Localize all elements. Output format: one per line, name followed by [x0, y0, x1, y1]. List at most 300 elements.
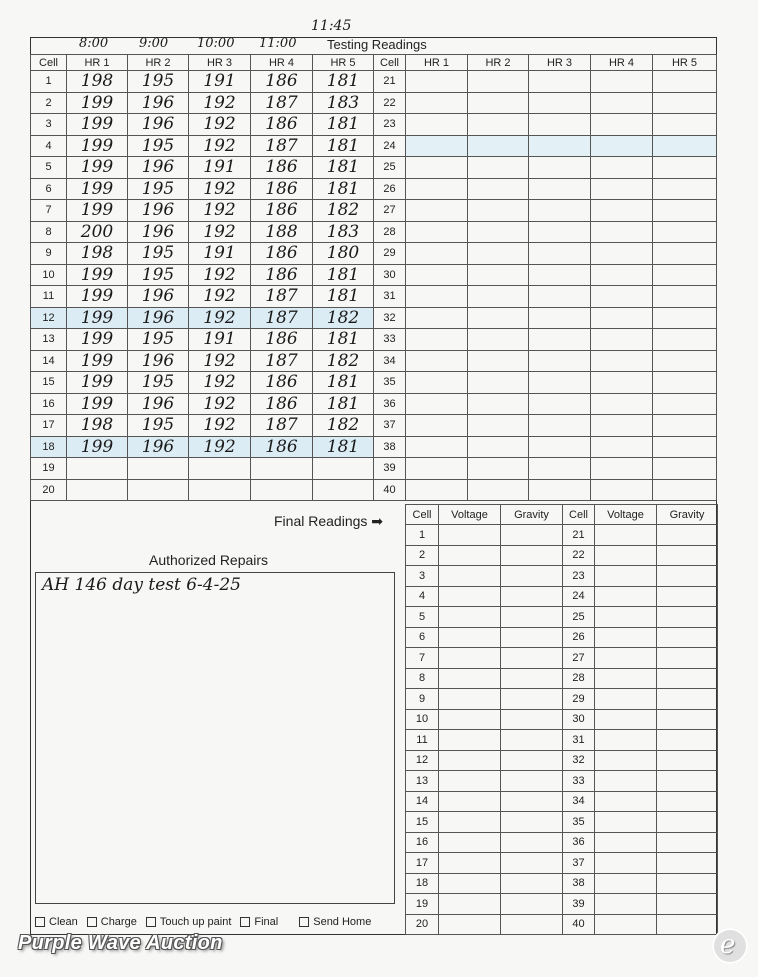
reading-value: 180: [313, 243, 374, 265]
gravity-field[interactable]: [657, 750, 718, 771]
cell-number: 35: [374, 372, 406, 394]
voltage-field[interactable]: [595, 791, 657, 812]
voltage-field[interactable]: [439, 914, 501, 935]
gravity-field[interactable]: [501, 525, 563, 546]
empty-reading: [529, 71, 591, 93]
empty-reading: [406, 458, 468, 480]
empty-reading: [529, 415, 591, 437]
voltage-field[interactable]: [439, 607, 501, 628]
table-row: [406, 545, 718, 566]
reading-value: [67, 479, 128, 501]
cell-number: 10: [31, 264, 67, 286]
empty-reading: [591, 372, 653, 394]
gravity-field[interactable]: [657, 812, 718, 833]
cell-number: 13: [31, 329, 67, 351]
cell-number: 3: [31, 114, 67, 136]
voltage-field[interactable]: [439, 791, 501, 812]
cell-number: 26: [563, 627, 595, 648]
cell-number: 34: [374, 350, 406, 372]
cell-number: 39: [563, 894, 595, 915]
empty-reading: [653, 436, 717, 458]
handwritten-time-top: 11:45: [311, 18, 352, 34]
reading-value: [128, 479, 189, 501]
gravity-field[interactable]: [657, 586, 718, 607]
voltage-field[interactable]: [595, 668, 657, 689]
voltage-field[interactable]: [439, 627, 501, 648]
cell-number: 19: [31, 458, 67, 480]
empty-reading: [406, 286, 468, 308]
reading-value: 196: [128, 200, 189, 222]
voltage-field[interactable]: [595, 525, 657, 546]
reading-value: 191: [189, 157, 251, 179]
empty-reading: [653, 135, 717, 157]
voltage-field[interactable]: [439, 566, 501, 587]
table-row: [406, 566, 718, 587]
empty-reading: [653, 307, 717, 329]
e-logo-icon: e: [712, 928, 748, 964]
table-row: [406, 709, 718, 730]
reading-value: 192: [189, 393, 251, 415]
voltage-field[interactable]: [595, 730, 657, 751]
checkbox-icon[interactable]: [146, 917, 156, 927]
gravity-field[interactable]: [657, 689, 718, 710]
gravity-field[interactable]: [501, 873, 563, 894]
reading-value: 181: [313, 178, 374, 200]
empty-reading: [591, 221, 653, 243]
checkbox-label: Send Home: [313, 916, 372, 928]
empty-reading: [406, 393, 468, 415]
cell-number: 37: [374, 415, 406, 437]
cell-number: 33: [374, 329, 406, 351]
gravity-field[interactable]: [657, 914, 718, 935]
voltage-field[interactable]: [595, 566, 657, 587]
empty-reading: [653, 479, 717, 501]
reading-value: 196: [128, 350, 189, 372]
empty-reading: [468, 92, 529, 114]
empty-reading: [406, 92, 468, 114]
cell-number: 25: [374, 157, 406, 179]
testing-col-header: HR 4: [251, 55, 313, 71]
reading-value: 182: [313, 200, 374, 222]
cell-number: 5: [31, 157, 67, 179]
voltage-field[interactable]: [595, 689, 657, 710]
reading-value: 199: [67, 114, 128, 136]
voltage-field[interactable]: [439, 689, 501, 710]
testing-header-row: [31, 55, 717, 71]
reading-value: 186: [251, 243, 313, 265]
reading-value: 199: [67, 264, 128, 286]
cell-number: 24: [374, 135, 406, 157]
reading-value: 196: [128, 114, 189, 136]
voltage-field[interactable]: [595, 771, 657, 792]
voltage-field[interactable]: [439, 586, 501, 607]
voltage-field[interactable]: [595, 914, 657, 935]
table-row: [406, 586, 718, 607]
gravity-field[interactable]: [657, 627, 718, 648]
empty-reading: [406, 372, 468, 394]
gravity-field[interactable]: [501, 648, 563, 669]
table-row: [406, 894, 718, 915]
empty-reading: [591, 71, 653, 93]
cell-number: 36: [563, 832, 595, 853]
empty-reading: [529, 221, 591, 243]
checkbox-final[interactable]: [240, 916, 278, 928]
empty-reading: [468, 307, 529, 329]
empty-reading: [653, 92, 717, 114]
voltage-field[interactable]: [595, 627, 657, 648]
empty-reading: [468, 393, 529, 415]
reading-value: 192: [189, 307, 251, 329]
gravity-field[interactable]: [501, 894, 563, 915]
reading-value: 199: [67, 350, 128, 372]
empty-reading: [529, 458, 591, 480]
reading-value: [251, 479, 313, 501]
gravity-field[interactable]: [657, 894, 718, 915]
status-checkboxes: [35, 916, 371, 928]
cell-number: 8: [406, 668, 439, 689]
reading-value: 181: [313, 135, 374, 157]
reading-value: 181: [313, 372, 374, 394]
empty-reading: [468, 221, 529, 243]
table-row: [406, 627, 718, 648]
reading-value: 195: [128, 71, 189, 93]
reading-value: 187: [251, 286, 313, 308]
reading-value: 195: [128, 329, 189, 351]
empty-reading: [468, 114, 529, 136]
table-row: [406, 668, 718, 689]
voltage-field[interactable]: [439, 750, 501, 771]
reading-value: 199: [67, 329, 128, 351]
empty-reading: [406, 264, 468, 286]
reading-value: 192: [189, 200, 251, 222]
voltage-field[interactable]: [439, 545, 501, 566]
gravity-field[interactable]: [501, 545, 563, 566]
reading-value: 186: [251, 114, 313, 136]
reading-value: 196: [128, 393, 189, 415]
cell-number: 32: [374, 307, 406, 329]
testing-col-header: Cell: [374, 55, 406, 71]
empty-reading: [406, 415, 468, 437]
gravity-field[interactable]: [501, 689, 563, 710]
voltage-field[interactable]: [439, 873, 501, 894]
table-row: [31, 479, 717, 501]
gravity-field[interactable]: [657, 566, 718, 587]
empty-reading: [653, 178, 717, 200]
empty-reading: [591, 436, 653, 458]
voltage-field[interactable]: [595, 832, 657, 853]
final-col-header: Cell: [563, 505, 595, 525]
testing-col-header: HR 1: [67, 55, 128, 71]
cell-number: 15: [31, 372, 67, 394]
empty-reading: [468, 178, 529, 200]
voltage-field[interactable]: [595, 607, 657, 628]
empty-reading: [591, 243, 653, 265]
table-row: [31, 415, 717, 437]
voltage-field[interactable]: [595, 873, 657, 894]
reading-value: 181: [313, 436, 374, 458]
reading-value: 186: [251, 264, 313, 286]
reading-value: [67, 458, 128, 480]
empty-reading: [406, 479, 468, 501]
reading-value: 186: [251, 436, 313, 458]
gravity-field[interactable]: [501, 730, 563, 751]
empty-reading: [591, 178, 653, 200]
reading-value: 192: [189, 92, 251, 114]
voltage-field[interactable]: [439, 709, 501, 730]
table-row: [31, 436, 717, 458]
testing-col-header: HR 2: [468, 55, 529, 71]
gravity-field[interactable]: [657, 832, 718, 853]
reading-value: 196: [128, 221, 189, 243]
cell-number: 30: [374, 264, 406, 286]
empty-reading: [591, 415, 653, 437]
voltage-field[interactable]: [439, 812, 501, 833]
empty-reading: [468, 71, 529, 93]
reading-value: 192: [189, 372, 251, 394]
empty-reading: [406, 178, 468, 200]
table-row: [31, 264, 717, 286]
reading-value: [189, 458, 251, 480]
empty-reading: [653, 200, 717, 222]
cell-number: 24: [563, 586, 595, 607]
voltage-field[interactable]: [595, 545, 657, 566]
reading-value: 196: [128, 286, 189, 308]
empty-reading: [529, 178, 591, 200]
final-col-header: Cell: [406, 505, 439, 525]
gravity-field[interactable]: [657, 791, 718, 812]
repairs-note: AH 146 day test 6-4-25: [42, 575, 241, 595]
gravity-field[interactable]: [657, 607, 718, 628]
checkbox-clean[interactable]: [35, 916, 78, 928]
gravity-field[interactable]: [501, 853, 563, 874]
gravity-field[interactable]: [657, 771, 718, 792]
gravity-field[interactable]: [501, 627, 563, 648]
reading-value: 199: [67, 135, 128, 157]
gravity-field[interactable]: [657, 709, 718, 730]
voltage-field[interactable]: [595, 648, 657, 669]
reading-value: 198: [67, 415, 128, 437]
gravity-field[interactable]: [657, 873, 718, 894]
authorized-repairs-box: [35, 572, 395, 904]
reading-value: 186: [251, 393, 313, 415]
empty-reading: [529, 350, 591, 372]
reading-value: 199: [67, 307, 128, 329]
cell-number: 33: [563, 771, 595, 792]
cell-number: 26: [374, 178, 406, 200]
empty-reading: [529, 393, 591, 415]
checkbox-icon[interactable]: [35, 917, 45, 927]
empty-reading: [591, 286, 653, 308]
table-row: [406, 812, 718, 833]
voltage-field[interactable]: [595, 894, 657, 915]
gravity-field[interactable]: [657, 648, 718, 669]
empty-reading: [468, 243, 529, 265]
voltage-field[interactable]: [439, 832, 501, 853]
table-row: [31, 329, 717, 351]
cell-number: 18: [406, 873, 439, 894]
cell-number: 11: [31, 286, 67, 308]
reading-value: 196: [128, 436, 189, 458]
empty-reading: [591, 200, 653, 222]
voltage-field[interactable]: [595, 709, 657, 730]
empty-reading: [529, 243, 591, 265]
cell-number: 8: [31, 221, 67, 243]
voltage-field[interactable]: [439, 730, 501, 751]
checkbox-icon[interactable]: [240, 917, 250, 927]
voltage-field[interactable]: [439, 648, 501, 669]
table-row: [31, 372, 717, 394]
empty-reading: [591, 393, 653, 415]
voltage-field[interactable]: [439, 525, 501, 546]
voltage-field[interactable]: [595, 853, 657, 874]
table-row: [31, 350, 717, 372]
empty-reading: [653, 157, 717, 179]
reading-value: 195: [128, 415, 189, 437]
checkbox-send-home[interactable]: [299, 916, 371, 928]
cell-number: 2: [406, 545, 439, 566]
cell-number: 22: [563, 545, 595, 566]
cell-number: 2: [31, 92, 67, 114]
testing-col-header: HR 2: [128, 55, 189, 71]
reading-value: 192: [189, 178, 251, 200]
checkbox-icon[interactable]: [299, 917, 309, 927]
empty-reading: [468, 458, 529, 480]
voltage-field[interactable]: [595, 586, 657, 607]
empty-reading: [468, 135, 529, 157]
table-row: [31, 114, 717, 136]
gravity-field[interactable]: [657, 853, 718, 874]
gravity-field[interactable]: [501, 771, 563, 792]
empty-reading: [468, 350, 529, 372]
gravity-field[interactable]: [501, 709, 563, 730]
empty-reading: [591, 157, 653, 179]
gravity-field[interactable]: [657, 545, 718, 566]
table-row: [406, 914, 718, 935]
reading-value: [189, 479, 251, 501]
gravity-field[interactable]: [501, 750, 563, 771]
reading-value: 192: [189, 221, 251, 243]
empty-reading: [529, 157, 591, 179]
final-readings-table: [405, 504, 718, 935]
cell-number: 23: [563, 566, 595, 587]
reading-value: 195: [128, 135, 189, 157]
checkbox-touch-up-paint[interactable]: [146, 916, 232, 928]
empty-reading: [468, 329, 529, 351]
cell-number: 34: [563, 791, 595, 812]
table-row: [31, 135, 717, 157]
empty-reading: [406, 307, 468, 329]
cell-number: 27: [563, 648, 595, 669]
gravity-field[interactable]: [657, 525, 718, 546]
gravity-field[interactable]: [501, 566, 563, 587]
gravity-field[interactable]: [657, 668, 718, 689]
cell-number: 20: [31, 479, 67, 501]
gravity-field[interactable]: [501, 586, 563, 607]
empty-reading: [468, 436, 529, 458]
reading-value: 199: [67, 393, 128, 415]
cell-number: 38: [563, 873, 595, 894]
empty-reading: [591, 458, 653, 480]
checkbox-label: Touch up paint: [159, 916, 232, 928]
voltage-field[interactable]: [439, 894, 501, 915]
empty-reading: [653, 71, 717, 93]
reading-value: 183: [313, 221, 374, 243]
table-row: [31, 200, 717, 222]
gravity-field[interactable]: [657, 730, 718, 751]
reading-value: 200: [67, 221, 128, 243]
reading-value: 195: [128, 178, 189, 200]
empty-reading: [653, 415, 717, 437]
gravity-field[interactable]: [501, 914, 563, 935]
checkbox-icon[interactable]: [87, 917, 97, 927]
reading-value: 195: [128, 264, 189, 286]
checkbox-charge[interactable]: [87, 916, 137, 928]
gravity-field[interactable]: [501, 668, 563, 689]
cell-number: 5: [406, 607, 439, 628]
cell-number: 22: [374, 92, 406, 114]
gravity-field[interactable]: [501, 812, 563, 833]
table-row: [31, 307, 717, 329]
empty-reading: [406, 71, 468, 93]
voltage-field[interactable]: [439, 668, 501, 689]
empty-reading: [529, 286, 591, 308]
cell-number: 32: [563, 750, 595, 771]
gravity-field[interactable]: [501, 791, 563, 812]
reading-value: 195: [128, 372, 189, 394]
reading-value: 187: [251, 307, 313, 329]
table-row: [406, 750, 718, 771]
watermark: Purple Wave Auction: [18, 932, 223, 954]
reading-value: 196: [128, 157, 189, 179]
cell-number: 12: [31, 307, 67, 329]
reading-value: 187: [251, 415, 313, 437]
voltage-field[interactable]: [595, 812, 657, 833]
cell-number: 21: [374, 71, 406, 93]
empty-reading: [529, 92, 591, 114]
reading-value: 187: [251, 135, 313, 157]
gravity-field[interactable]: [501, 607, 563, 628]
reading-value: 199: [67, 92, 128, 114]
empty-reading: [653, 221, 717, 243]
table-row: [31, 92, 717, 114]
gravity-field[interactable]: [501, 832, 563, 853]
reading-value: 199: [67, 286, 128, 308]
cell-number: 7: [406, 648, 439, 669]
table-row: [406, 689, 718, 710]
reading-value: 187: [251, 92, 313, 114]
reading-value: 182: [313, 350, 374, 372]
cell-number: 1: [31, 71, 67, 93]
testing-col-header: Cell: [31, 55, 67, 71]
cell-number: 7: [31, 200, 67, 222]
cell-number: 17: [406, 853, 439, 874]
voltage-field[interactable]: [439, 853, 501, 874]
table-row: [31, 178, 717, 200]
table-row: [406, 832, 718, 853]
cell-number: 25: [563, 607, 595, 628]
final-col-header: Voltage: [595, 505, 657, 525]
reading-value: 186: [251, 178, 313, 200]
reading-value: 192: [189, 264, 251, 286]
reading-value: 181: [313, 71, 374, 93]
cell-number: 1: [406, 525, 439, 546]
table-row: [406, 730, 718, 751]
reading-value: 186: [251, 200, 313, 222]
voltage-field[interactable]: [595, 750, 657, 771]
empty-reading: [591, 329, 653, 351]
reading-value: 199: [67, 372, 128, 394]
voltage-field[interactable]: [439, 771, 501, 792]
